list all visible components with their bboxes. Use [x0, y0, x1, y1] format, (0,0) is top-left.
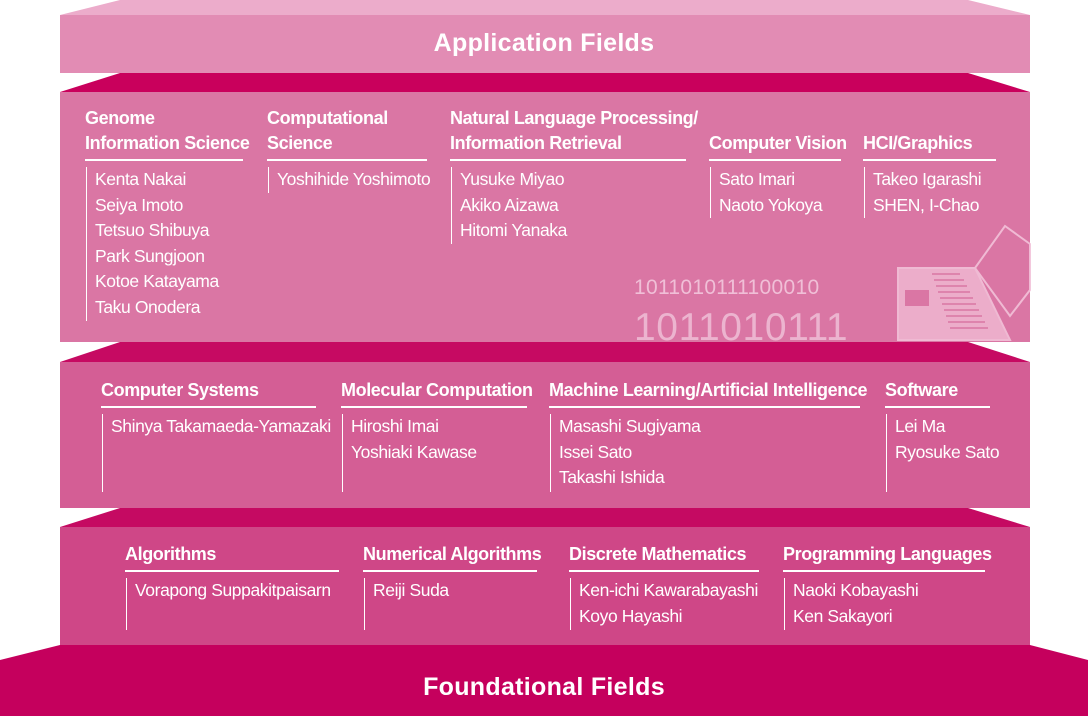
member-name: Akiko Aizawa — [460, 194, 559, 215]
binary-text-large: 1011010111 — [634, 306, 849, 349]
field-computer-vision — [709, 131, 847, 218]
field-title-line: Computer Systems — [101, 380, 259, 400]
member-list — [364, 578, 537, 630]
field-title — [885, 378, 990, 408]
field-programming-languages — [783, 542, 992, 630]
layer-2-bevel — [60, 342, 1030, 362]
field-title-line: Information Science — [85, 133, 250, 153]
field-title — [101, 378, 316, 408]
member-name: Sato Imari — [719, 169, 795, 189]
layer-3-bevel — [60, 508, 1030, 527]
field-computer-systems — [101, 378, 331, 492]
field-numerical-algorithms — [363, 542, 542, 630]
top-band-bevel — [60, 0, 1030, 15]
member-name: Takeo Igarashi — [873, 169, 982, 189]
member-name: Takashi Ishida — [559, 467, 665, 488]
field-title-line: Information Retrieval — [450, 133, 622, 153]
member-name: Naoki Kobayashi — [793, 580, 919, 600]
member-name: Tetsuo Shibuya — [95, 220, 210, 241]
field-algorithms — [125, 542, 339, 630]
member-name: Issei Sato — [559, 441, 632, 462]
member-list — [550, 414, 860, 492]
member-list — [864, 167, 996, 218]
member-name: Hitomi Yanaka — [460, 220, 567, 241]
field-title-line: Computational — [267, 108, 388, 128]
field-title — [363, 542, 542, 572]
field-title — [85, 106, 250, 161]
field-title — [450, 106, 698, 161]
application-fields-title: Application Fields — [433, 29, 655, 57]
member-name: Reiji Suda — [373, 580, 449, 600]
field-genome-information-science — [85, 106, 250, 321]
member-list — [268, 167, 431, 193]
member-name: Kotoe Katayama — [95, 271, 219, 292]
member-list — [342, 414, 527, 492]
field-molecular-computation — [341, 378, 533, 492]
binary-text-small: 1011010111100010 — [634, 276, 820, 299]
field-title — [549, 378, 868, 408]
field-title-line: Software — [885, 380, 958, 400]
field-title-line: Algorithms — [125, 544, 217, 564]
member-name: Naoto Yokoya — [719, 194, 823, 215]
member-name: Yoshiaki Kawase — [351, 441, 477, 462]
member-name: Ken-ichi Kawarabayashi — [579, 580, 758, 600]
field-natural-language-processing — [450, 106, 698, 244]
field-title — [341, 378, 533, 408]
field-title-line: HCI/Graphics — [863, 133, 973, 153]
member-list — [102, 414, 331, 492]
member-name: Vorapong Suppakitpaisarn — [135, 580, 331, 600]
member-name: Masashi Sugiyama — [559, 416, 701, 436]
field-title-line: Science — [267, 133, 333, 153]
member-name: Taku Onodera — [95, 296, 201, 317]
member-name: Hiroshi Imai — [351, 416, 439, 436]
foundational-fields-title: Foundational Fields — [423, 673, 665, 701]
field-title-line: Numerical Algorithms — [363, 544, 542, 564]
field-title-line: Programming Languages — [783, 544, 992, 564]
field-title-line: Natural Language Processing/ — [450, 108, 698, 128]
field-title-line: Machine Learning/Artificial Intelligence — [549, 380, 868, 400]
member-list — [886, 414, 1000, 492]
member-name: Kenta Nakai — [95, 169, 186, 189]
field-title — [569, 542, 759, 572]
member-list — [126, 578, 339, 630]
field-software — [885, 378, 1000, 492]
field-title-line: Genome — [85, 108, 155, 128]
member-name: Ken Sakayori — [793, 605, 893, 626]
field-title — [125, 542, 339, 572]
member-name: Yusuke Miyao — [460, 169, 565, 189]
bottom-band-bevel — [0, 645, 1088, 660]
field-title — [267, 106, 427, 161]
member-name: SHEN, I-Chao — [873, 194, 980, 215]
field-title-line: Discrete Mathematics — [569, 544, 747, 564]
field-title-line: Computer Vision — [709, 133, 847, 153]
field-computational-science — [267, 106, 431, 193]
field-title-line: Molecular Computation — [341, 380, 533, 400]
member-list — [570, 578, 759, 630]
layer-1-bevel — [60, 73, 1030, 92]
member-name: Ryosuke Sato — [895, 441, 1000, 462]
member-name: Lei Ma — [895, 416, 946, 436]
member-name: Koyo Hayashi — [579, 605, 683, 626]
member-list — [86, 167, 243, 321]
member-list — [784, 578, 985, 630]
member-list — [710, 167, 841, 218]
field-machine-learning-ai — [549, 378, 868, 492]
member-name: Shinya Takamaeda-Yamazaki — [111, 416, 331, 436]
field-title — [709, 131, 847, 161]
field-title — [863, 131, 996, 161]
field-title — [783, 542, 992, 572]
field-discrete-mathematics — [569, 542, 759, 630]
member-name: Seiya Imoto — [95, 194, 184, 215]
field-hci-graphics — [863, 131, 996, 218]
member-name: Park Sungjoon — [95, 245, 205, 266]
member-name: Yoshihide Yoshimoto — [277, 169, 431, 189]
member-list — [451, 167, 686, 244]
